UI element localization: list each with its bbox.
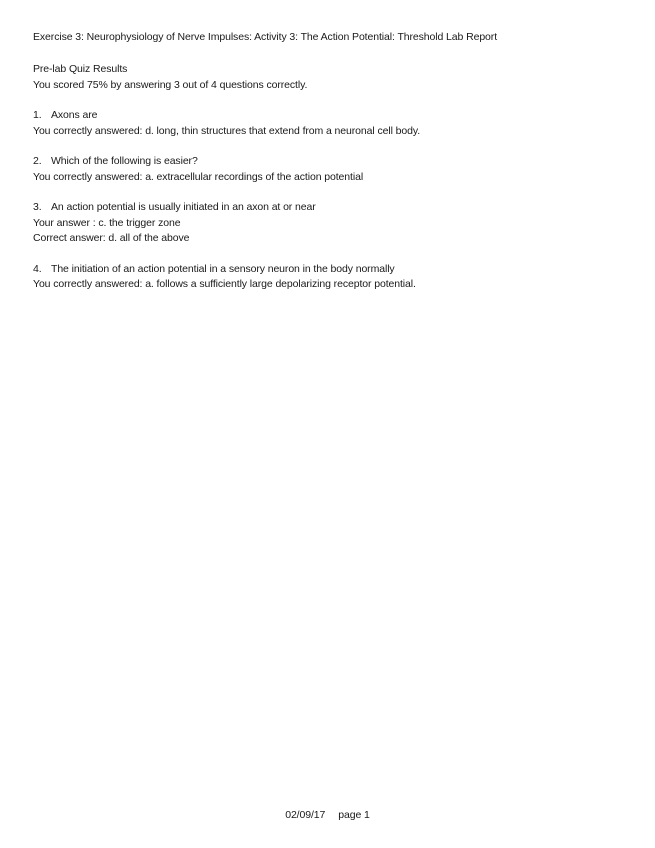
score-text: You scored 75% by answering 3 out of 4 questions correctly. [33,78,308,91]
question-2 [33,154,633,185]
question-number: 1. [33,109,42,121]
answer-line: You correctly answered: a. follows a sufficiently large depolarizing receptor potential. [33,278,416,290]
quiz-results-summary [33,62,633,93]
your-answer-line: Your answer : c. the trigger zone [33,216,181,229]
question-number: 2. [33,155,42,167]
page-number: page 1 [338,809,370,821]
question-3 [33,200,633,247]
question-prompt: Which of the following is easier? [51,155,198,167]
question-1 [33,108,633,139]
answer-line: You correctly answered: a. extracellular recordings of the action potential [33,170,364,183]
report-body [33,62,633,308]
page-title: Exercise 3: Neurophysiology of Nerve Impulses: Activity 3: The Action Potential: Threshold Lab Report [33,31,498,43]
question-text [33,154,633,170]
page-footer [0,809,655,821]
results-heading: Pre-lab Quiz Results [33,63,128,75]
question-number: 3. [33,201,42,213]
question-text [33,200,633,216]
question-number: 4. [33,262,42,275]
footer-date: 02/09/17 [285,809,326,821]
question-prompt: The initiation of an action potential in a sensory neuron in the body normally [51,262,395,275]
question-text [33,108,633,124]
question-prompt: Axons are [51,109,98,121]
answer-line: You correctly answered: d. long, thin structures that extend from a neuronal cell body. [33,124,421,137]
question-text [33,262,633,278]
question-4 [33,262,633,293]
question-prompt: An action potential is usually initiated in an axon at or near [51,201,316,213]
correct-answer-line: Correct answer: d. all of the above [33,232,190,244]
